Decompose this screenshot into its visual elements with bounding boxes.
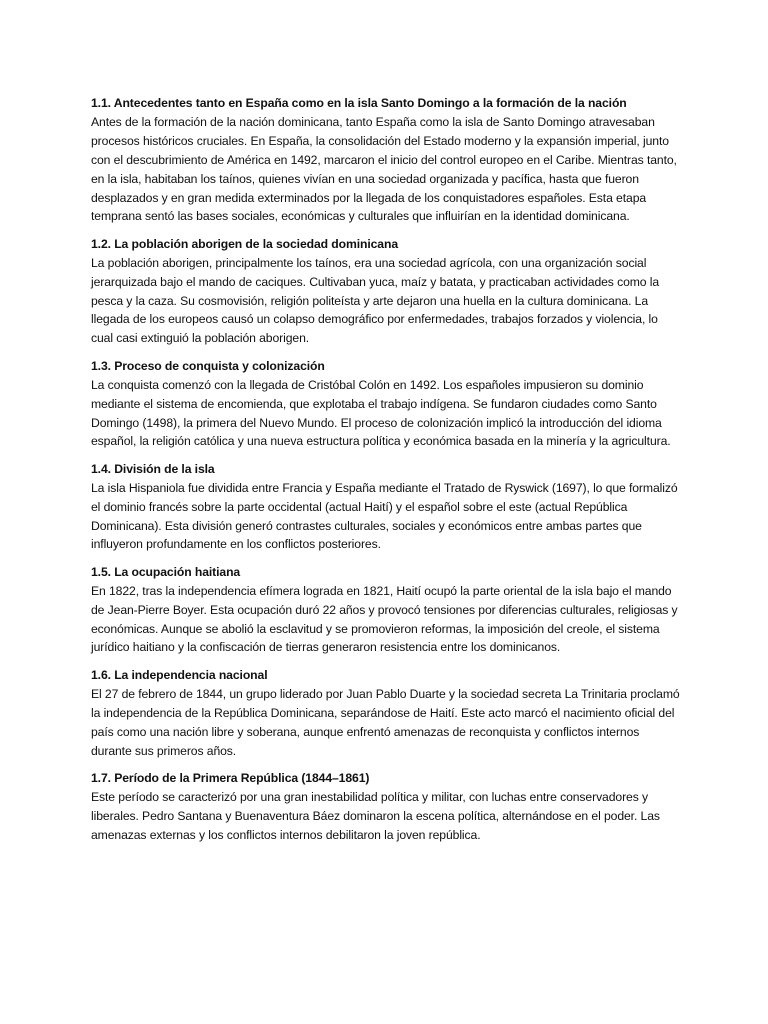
section-body: El 27 de febrero de 1844, un grupo liderado por Juan Pablo Duarte y la sociedad secreta La Trinitaria proclamó la independencia de la República Dominicana, separándose de Haití. Este acto marcó el nacimiento oficial del país como una nación libre y soberana, aunque enfrentó amenazas de reconquista y conflictos internos durante sus primeros años. [91,686,680,758]
section-body: Antes de la formación de la nación dominicana, tanto España como la isla de Santo Domingo atravesaban procesos históricos cruciales. En España, la consolidación del Estado moderno y la expansión imperial, junto con el descubrimiento de América en 1492, marcaron el inicio del control europeo en el Caribe. Mientras tanto, en la isla, habitaban los taínos, quienes vivían en una sociedad organizada y pacífica, hasta que fueron desplazados y en gran medida exterminados por la llegada de los conquistadores españoles. Esta etapa temprana sentó las bases sociales, económicas y culturales que influirían en la identidad dominicana. [91,114,677,224]
section-heading: 1.1. Antecedentes tanto en España como en la isla Santo Domingo a la formación de la nación [91,96,627,110]
section-1-7 [91,769,682,845]
section-1-5 [91,563,682,658]
section-heading: 1.3. Proceso de conquista y colonización [91,358,325,373]
section-body: La isla Hispaniola fue dividida entre Francia y España mediante el Tratado de Ryswick (1697), lo que formalizó el dominio francés sobre la parte occidental (actual Haití) y el español sobre el este (actual República Dominicana). Esta división generó contrastes culturales, sociales y económicos entre ambas partes que influyeron profundamente en los conflictos posteriores. [91,480,678,552]
section-1-3 [91,357,682,452]
section-heading: 1.5. La ocupación haitiana [91,564,241,579]
section-heading: 1.7. Período de la Primera República (1844–1861) [91,770,370,785]
section-1-2 [91,235,682,348]
section-1-4 [91,460,682,555]
section-body: La población aborigen, principalmente los taínos, era una sociedad agrícola, con una organización social jerarquizada bajo el mando de caciques. Cultivaban yuca, maíz y batata, y practicaban actividades como la pesca y la caza. Su cosmovisión, religión politeísta y arte dejaron una huella en la cultura dominicana. La llegada de los europeos causó un colapso demográfico por enfermedades, trabajos forzados y violencia, lo cual casi extinguió la población aborigen. [91,255,660,346]
section-body: Este período se caracterizó por una gran inestabilidad política y militar, con luchas entre conservadores y liberales. Pedro Santana y Buenaventura Báez dominaron la escena política, alternándose en el poder. Las amenazas externas y los conflictos internos debilitaron la joven república. [91,789,660,842]
section-heading: 1.6. La independencia nacional [91,667,268,682]
section-heading: 1.4. División de la isla [91,461,215,476]
section-1-6 [91,666,682,761]
section-body: La conquista comenzó con la llegada de Cristóbal Colón en 1492. Los españoles impusieron su dominio mediante el sistema de encomienda, que explotaba el trabajo indígena. Se fundaron ciudades como Santo Domingo (1498), la primera del Nuevo Mundo. El proceso de colonización implicó la introducción del idioma español, la religión católica y una nueva estructura política y económica basada en la minería y la agricultura. [91,377,671,449]
section-body: En 1822, tras la independencia efímera lograda en 1821, Haití ocupó la parte oriental de la isla bajo el mando de Jean-Pierre Boyer. Esta ocupación duró 22 años y provocó tensiones por diferencias culturales, religiosas y económicas. Aunque se abolió la esclavitud y se promovieron reformas, la imposición del creole, el sistema jurídico haitiano y la confiscación de tierras generaron resistencia entre los dominicanos. [91,583,678,655]
section-heading: 1.2. La población aborigen de la sociedad dominicana [91,236,399,251]
section-1-1 [91,94,682,226]
